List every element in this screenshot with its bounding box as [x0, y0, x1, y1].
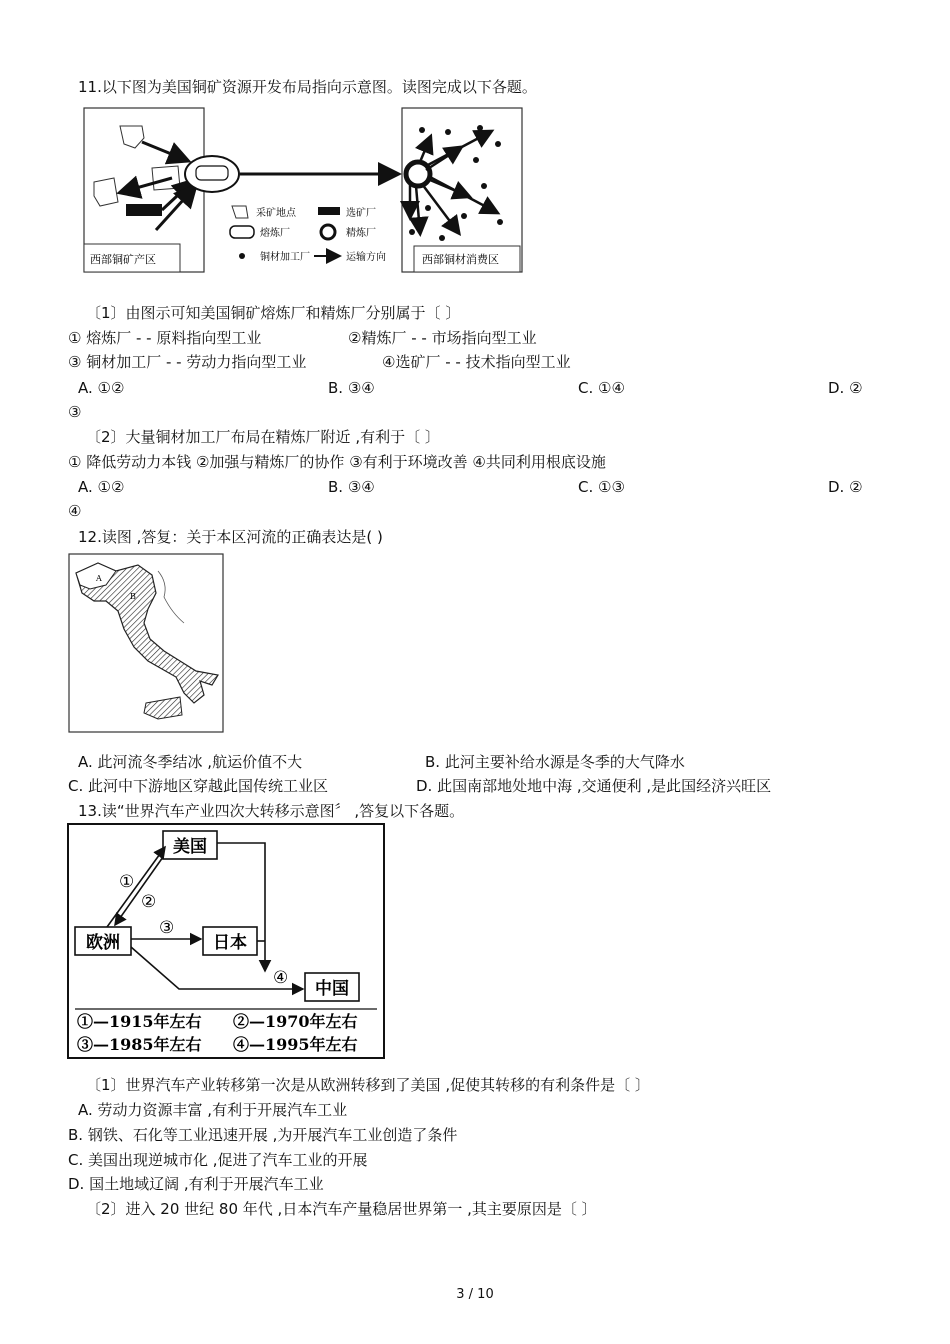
q11-sub1-option-a[interactable]: A. ①② [78, 379, 125, 397]
q13-transfer-diagram [67, 823, 385, 1059]
q11-sub1-item-3: ③ 铜材加工厂 - - 劳动力指向型工业 [68, 353, 307, 371]
node-europe: 欧洲 [86, 933, 120, 953]
q13-sub1-stem: 〔1〕世界汽车产业转移第一次是从欧洲转移到了美国 ,促使其转移的有利条件是〔 〕 [86, 1076, 650, 1094]
q11-sub1-stem: 〔1〕由图示可知美国铜矿熔炼厂和精炼厂分别属于〔 〕 [86, 304, 461, 322]
q12-option-d[interactable]: D. 此国南部地处地中海 ,交通便利 ,是此国经济兴旺区 [416, 777, 772, 795]
left-region-label: 西部铜矿产区 [90, 253, 156, 266]
mark-1: ① [119, 872, 135, 892]
q11-stem: 11.以下图为美国铜矿资源开发布局指向示意图。读图完成以下各题。 [78, 78, 537, 96]
q11-sub1-option-b[interactable]: B. ③④ [328, 379, 375, 397]
node-japan: 日本 [213, 933, 247, 953]
node-china: 中国 [315, 979, 349, 999]
legend-transport: 运输方向 [346, 252, 386, 263]
q12-italy-map [68, 553, 224, 733]
q12-stem: 12.读图 ,答复：关于本区河流的正确表达是( ) [78, 528, 383, 546]
legend-processing: 铜材加工厂 [260, 252, 310, 263]
legend-4: ④—1995年左右 [233, 1035, 358, 1054]
mark-4: ④ [273, 968, 289, 988]
page-number: 3 / 10 [456, 1287, 494, 1302]
q11-sub1-option-c[interactable]: C. ①④ [578, 379, 625, 397]
q11-sub2-items: ① 降低劳动力本钱 ②加强与精炼厂的协作 ③有利于环境改善 ④共同利用根底设施 [68, 453, 606, 471]
map-label-a: A [96, 574, 102, 583]
q11-sub1-item-4: ④选矿厂 - - 技术指向型工业 [382, 353, 571, 371]
q12-option-a[interactable]: A. 此河流冬季结冰 ,航运价值不大 [78, 753, 303, 771]
q11-sub1-option-d-wrap: ③ [68, 403, 82, 421]
q11-sub1-item-1: ① 熔炼厂 - - 原料指向型工业 [68, 329, 262, 347]
q11-sub2-option-c[interactable]: C. ①③ [578, 478, 625, 496]
q13-sub1-option-a[interactable]: A. 劳动力资源丰富 ,有利于开展汽车工业 [78, 1101, 348, 1119]
q11-sub1-item-2: ②精炼厂 - - 市场指向型工业 [348, 329, 537, 347]
legend-2: ②—1970年左右 [233, 1012, 358, 1031]
q13-sub1-option-c[interactable]: C. 美国出现逆城市化 ,促进了汽车工业的开展 [68, 1151, 368, 1169]
legend-mine: 采矿地点 [256, 208, 296, 219]
mark-3: ③ [159, 918, 175, 938]
q11-sub2-stem: 〔2〕大量铜材加工厂布局在精炼厂附近 ,有利于〔 〕 [86, 428, 440, 446]
legend-concentrator: 选矿厂 [346, 208, 376, 219]
q11-sub2-option-a[interactable]: A. ①② [78, 478, 125, 496]
q13-sub2-stem: 〔2〕进入 20 世纪 80 年代 ,日本汽车产量稳居世界第一 ,其主要原因是〔 〕 [86, 1200, 597, 1218]
q11-sub2-option-b[interactable]: B. ③④ [328, 478, 375, 496]
q13-stem: 13.读“世界汽车产业四次大转移示意图〞 ,答复以下各题。 [78, 802, 465, 820]
q13-sub1-option-b[interactable]: B. 钢铁、石化等工业迅速开展 ,为开展汽车工业创造了条件 [68, 1126, 458, 1144]
q13-sub1-option-d[interactable]: D. 国土地域辽阔 ,有利于开展汽车工业 [68, 1175, 324, 1193]
q12-option-b[interactable]: B. 此河主要补给水源是冬季的大气降水 [425, 753, 685, 771]
map-label-b: B [130, 592, 136, 601]
legend-1: ①—1915年左右 [77, 1012, 202, 1031]
legend-smelter: 熔炼厂 [260, 228, 290, 239]
node-usa: 美国 [173, 837, 207, 857]
q11-copper-figure [80, 104, 528, 276]
q11-sub2-option-d-wrap: ④ [68, 502, 82, 520]
mark-2: ② [141, 892, 157, 912]
q11-sub1-option-d[interactable]: D. ② [828, 379, 863, 397]
right-region-label: 西部铜材消费区 [422, 253, 499, 266]
legend-3: ③—1985年左右 [77, 1035, 202, 1054]
legend-refinery: 精炼厂 [346, 228, 376, 239]
q12-option-c[interactable]: C. 此河中下游地区穿越此国传统工业区 [68, 777, 329, 795]
q11-sub2-option-d[interactable]: D. ② [828, 478, 863, 496]
